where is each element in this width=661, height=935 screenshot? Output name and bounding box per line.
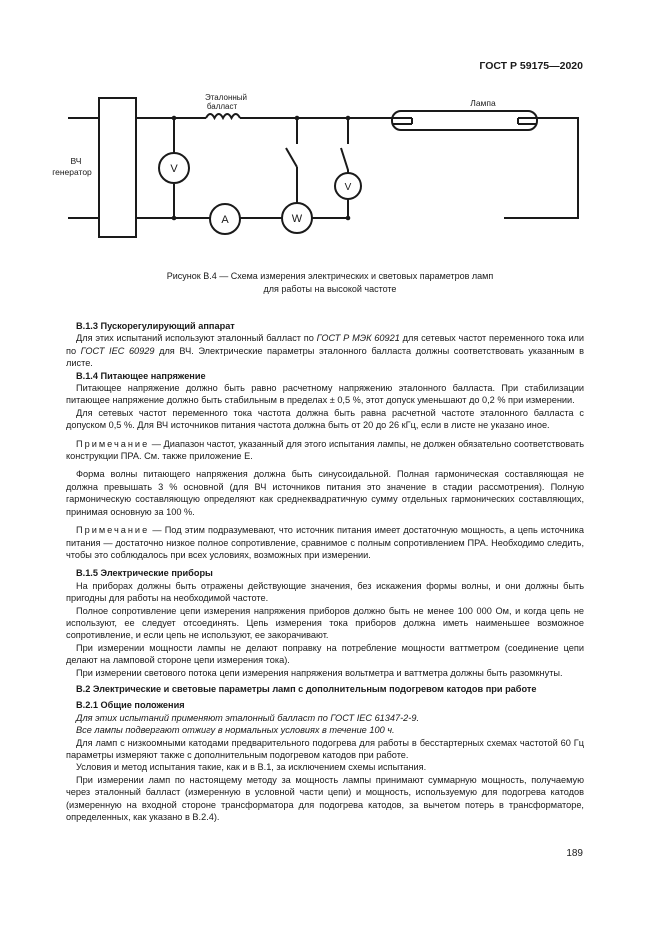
ballast-label-2: балласт xyxy=(206,102,238,111)
ballast-label-1: Эталонный xyxy=(204,93,248,102)
paragraph: При измерении ламп по настоящему методу за мощность лампы принимают суммарную мощность, получаемую через эталонный балласт (измеренную в условной части цепи) и мощность, используемую для подогрева катодов (измеренную на входной стороне трансформатора для подогрева катодов, за вычетом потерь в трансформаторе, определенных, как указано в В.2.4). xyxy=(66,774,584,823)
note: Примечание — Под этим подразумевают, что источник питания имеет достаточную мощность, а цепь источника питания — достаточно низкое полное сопротивление, сравнимое с полным сопротивлением ПРА. Необходимо следить, чтобы это соблюдалось при всех условиях, возможных при измерении. xyxy=(66,525,584,560)
paragraph: Для ламп с низкоомными катодами предварительного подогрева для работы в бесстартерных схемах частотой 60 Гц параметры измеряют также с дополнительным подогревом катодов при работе. xyxy=(66,737,584,760)
body-text xyxy=(66,320,584,823)
caption-line-2: для работы на высокой частоте xyxy=(263,284,397,294)
page-number: 189 xyxy=(566,848,583,859)
note: Примечание — Диапазон частот, указанный для этого испытания лампы, не должен обязательно соответствовать конструкции ПРА. См. также приложение Е. xyxy=(66,438,584,462)
caption-line-1: Рисунок В.4 — Схема измерения электрических и световых параметров ламп xyxy=(166,271,494,281)
section-heading: В.1.5 Электрические приборы xyxy=(76,568,213,579)
section-heading: В.1.4 Питающее напряжение xyxy=(76,370,206,381)
paragraph: Питающее напряжение должно быть равно расчетному напряжению эталонного балласта. При стабилизации питающее напряжение должно быть стабильным в пределах ± 0,5 %, этот допуск уменьшают до 0,2 % при измерении. xyxy=(66,383,584,406)
voltmeter-2-label: V xyxy=(344,182,352,193)
paragraph: Для этих испытаний используют эталонный балласт по ГОСТ Р МЭК 60921 для сетевых частот переменного тока или по ГОСТ IEC 60929 для ВЧ. Электрические параметры эталонного балласта должны соответствовать указанным в листе. xyxy=(66,333,584,369)
voltmeter-1-label: V xyxy=(170,163,178,175)
paragraph: Условия и метод испытания такие, как и в В.1, за исключением схемы испытания. xyxy=(76,762,427,773)
generator-label-2: генератор xyxy=(52,167,92,177)
ballast-coil xyxy=(206,114,240,118)
paragraph: Для сетевых частот переменного тока частота должна быть равна расчетной частоте эталонного балласта с допуском 0,5 %. Для ВЧ источников питания частота должна быть от 20 до 26 кГц, если в листе не указано иное. xyxy=(66,407,584,431)
lamp-tube xyxy=(392,111,537,130)
generator-box xyxy=(99,98,136,237)
section-heading: В.2 Электрические и световые параметры ламп с дополнительным подогревом катодов при работе xyxy=(76,683,537,694)
paragraph: Форма волны питающего напряжения должна быть синусоидальной. Полная гармоническая составляющая не должна превышать 3 % основной (для ВЧ источников питания это значение в стадии рассмотрения). Полную гармоническую составляющую определяют как среднеквадратичную сумму отдельных гармонических составляющих, принимая основную за 100 %. xyxy=(66,469,584,517)
paragraph: При измерении светового потока цепи измерения напряжения вольтметра и ваттметра должны быть разомкнуты. xyxy=(76,667,563,678)
paragraph: Для этих испытаний применяют эталонный балласт по ГОСТ IEC 61347-2-9. xyxy=(76,712,420,723)
generator-label-1: ВЧ xyxy=(70,156,82,166)
figure-caption xyxy=(60,270,600,296)
document-code: ГОСТ Р 59175—2020 xyxy=(479,60,583,72)
paragraph: При измерении мощности лампы не делают поправку на потребление мощности ваттметром (соединение цепи делают на ламповой стороне цепи измерения тока). xyxy=(66,642,584,666)
lamp-label: Лампа xyxy=(470,98,496,108)
circuit-diagram xyxy=(0,0,661,265)
paragraph: На приборах должны быть отражены действующие значения, без искажения формы волны, и они должны быть пригодны для работы на необходимой частоте. xyxy=(66,580,584,604)
paragraph: Все лампы подвергают отжигу в нормальных условиях в течение 100 ч. xyxy=(76,725,395,736)
wattmeter-label: W xyxy=(291,213,303,225)
section-heading: В.2.1 Общие положения xyxy=(76,700,185,711)
ammeter-label: A xyxy=(221,214,229,226)
section-heading: В.1.3 Пускорегулирующий аппарат xyxy=(76,321,235,331)
paragraph: Полное сопротивление цепи измерения напряжения приборов должно быть не менее 100 000 Ом, и когда цепь не используют, ее следует отсоединять. Цепь измерения тока приборов должна иметь наименьшее возможное сопротивление, и если цепь не используют, ее закорачивают. xyxy=(66,605,584,641)
